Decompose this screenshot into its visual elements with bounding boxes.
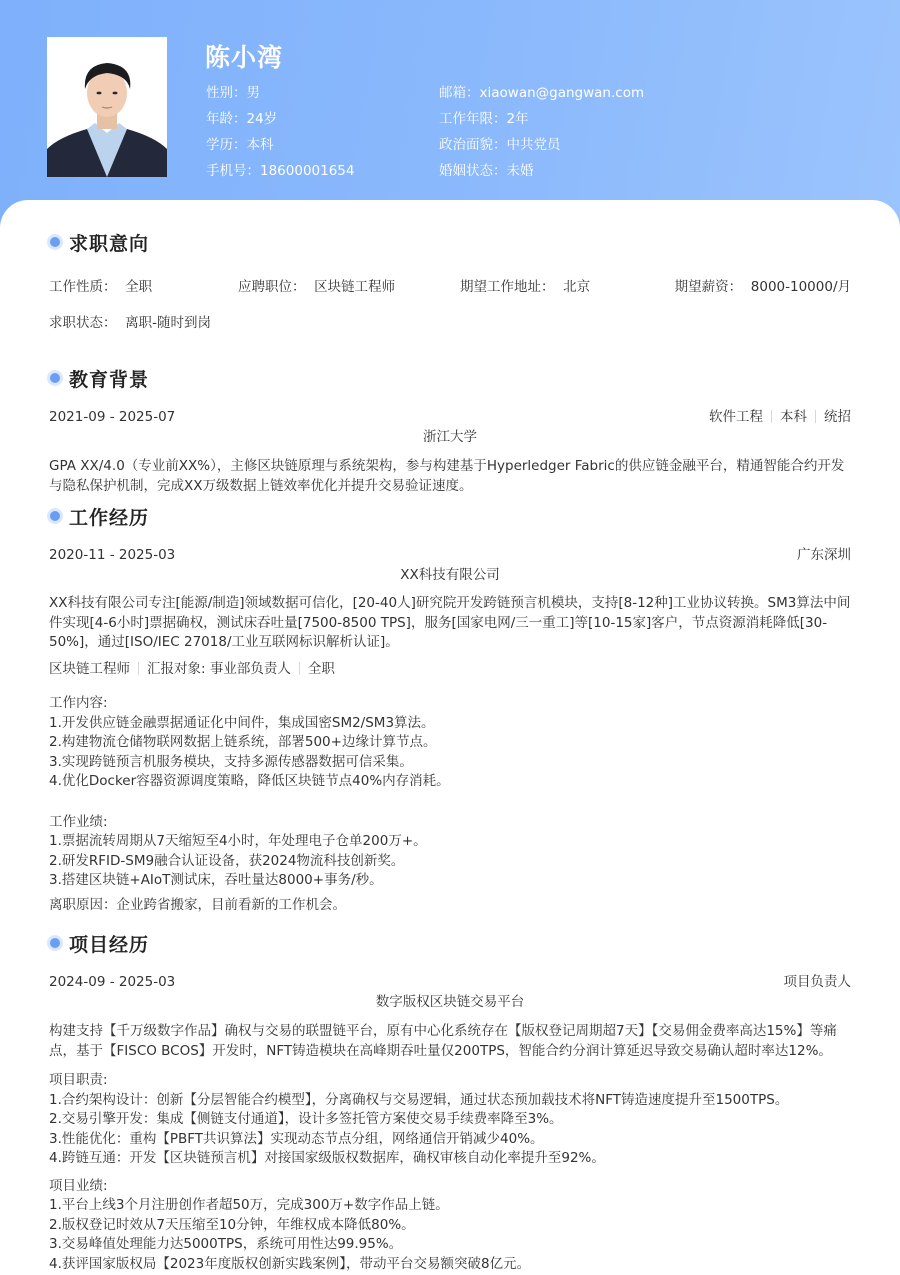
work-achievement-item: 3.搭建区块链+AIoT测试床，吞吐量达8000+事务/秒。 bbox=[49, 872, 383, 888]
intent-value: 8000-10000/月 bbox=[750, 279, 851, 295]
info-label: 性别 ： bbox=[206, 85, 247, 101]
leave-reason: 离职原因：企业跨省搬家，目前看新的工作机会。 bbox=[49, 896, 346, 913]
info-education bbox=[206, 134, 354, 160]
basic-info-left bbox=[206, 82, 354, 186]
work-title: 区块链工程师 bbox=[49, 660, 130, 677]
info-phone bbox=[206, 160, 354, 186]
dot-bullet-icon bbox=[50, 373, 60, 383]
education-tags bbox=[709, 407, 851, 427]
project-duty-item: 4.跨链互通：开发【区块链预言机】对接国家级版权数据库，确权审核自动化率提升至92%。 bbox=[49, 1150, 605, 1166]
intent-location bbox=[460, 275, 590, 295]
info-work-years bbox=[439, 108, 644, 134]
work-report-to: 汇报对象: 事业部负责人 bbox=[147, 660, 291, 677]
project-achievement-item: 3.交易峰值处理能力达5000TPS，系统可用性达99.95%。 bbox=[49, 1236, 403, 1252]
basic-info-right bbox=[439, 82, 644, 186]
section-work bbox=[49, 503, 851, 915]
section-education bbox=[49, 365, 851, 496]
intent-label: 期望工作地址 ： bbox=[460, 279, 563, 295]
info-value: xiaowan@gangwan.com bbox=[479, 85, 645, 101]
education-degree: 本科 bbox=[780, 409, 807, 425]
work-content-item: 2.构建物流仓储物联网数据上链系统，部署500+边缘计算节点。 bbox=[49, 734, 437, 750]
intent-position bbox=[238, 275, 395, 295]
work-period: 2020-11 - 2025-03 bbox=[49, 547, 176, 563]
section-title: 项目经历 bbox=[69, 933, 150, 956]
section-heading bbox=[49, 503, 851, 529]
info-value: 本科 bbox=[246, 137, 274, 153]
work-achievement-item: 1.票据流转周期从7天缩短至4小时，年处理电子仓单200万+。 bbox=[49, 833, 427, 849]
candidate-name: 陈小湾 bbox=[205, 43, 284, 72]
education-major: 软件工程 bbox=[709, 409, 763, 425]
work-content-item: 1.开发供应链金融票据通证化中间件，集成国密SM2/SM3算法。 bbox=[49, 714, 435, 731]
intent-value: 全职 bbox=[125, 279, 153, 295]
work-content-title: 工作内容: bbox=[49, 695, 108, 711]
person-photo-icon bbox=[47, 37, 167, 177]
section-job-intent bbox=[49, 229, 851, 355]
work-content-block bbox=[49, 694, 851, 792]
profile-photo bbox=[47, 37, 167, 177]
education-header-row bbox=[49, 407, 851, 447]
project-duty-item: 3.性能优化：重构【PBFT共识算法】实现动态节点分组，网络通信开销减少40%。 bbox=[49, 1130, 544, 1147]
info-label: 政治面貌 ： bbox=[439, 137, 507, 153]
project-achievements-title: 项目业绩: bbox=[49, 1177, 108, 1194]
project-duty-item: 1.合约架构设计：创新【分层智能合约模型】，分离确权与交易逻辑，通过状态预加载技术将NFT铸造速度提升至1500TPS。 bbox=[49, 1091, 789, 1108]
project-achievement-item: 2.版权登记时效从7天压缩至10分钟，年维权成本降低80%。 bbox=[49, 1216, 415, 1233]
info-gender bbox=[206, 82, 354, 108]
info-email bbox=[439, 82, 644, 108]
dot-bullet-icon bbox=[50, 237, 60, 247]
intent-label: 工作性质 ： bbox=[49, 279, 125, 295]
project-period: 2024-09 - 2025-03 bbox=[49, 974, 176, 990]
work-tags bbox=[49, 660, 851, 680]
divider bbox=[299, 662, 300, 675]
info-label: 学历 ： bbox=[206, 137, 247, 153]
intent-value: 北京 bbox=[563, 279, 591, 295]
info-label: 邮箱 ： bbox=[439, 85, 480, 101]
info-label: 工作年限 ： bbox=[439, 111, 507, 127]
work-achievements-block bbox=[49, 813, 851, 891]
info-political-status bbox=[439, 134, 644, 160]
project-duties-title: 项目职责: bbox=[49, 1072, 108, 1088]
info-value: 2年 bbox=[506, 111, 529, 127]
dot-bullet-icon bbox=[50, 938, 60, 948]
education-description: GPA XX/4.0（专业前XX%），主修区块链原理与系统架构，参与构建基于Hyperledger Fabric的供应链金融平台，精通智能合约开发与隐私保护机制，完成XX万级数据上链效率优化并提升交易验证速度。 bbox=[49, 458, 845, 494]
info-value: 24岁 bbox=[246, 111, 278, 127]
project-achievements-block bbox=[49, 1177, 851, 1275]
work-content-item: 4.优化Docker容器资源调度策略，降低区块链节点40%内存消耗。 bbox=[49, 773, 450, 789]
info-value: 未婚 bbox=[506, 163, 534, 179]
project-header-row bbox=[49, 972, 851, 1012]
intent-value: 区块链工程师 bbox=[314, 279, 396, 295]
section-heading bbox=[49, 930, 851, 956]
dot-bullet-icon bbox=[50, 511, 60, 521]
education-school: 浙江大学 bbox=[423, 429, 477, 445]
divider bbox=[815, 410, 816, 423]
intent-label: 期望薪资 ： bbox=[675, 279, 751, 295]
section-heading bbox=[49, 365, 851, 391]
project-achievement-item: 4.获评国家版权局【2023年度版权创新实践案例】，带动平台交易额突破8亿元。 bbox=[49, 1255, 531, 1272]
divider bbox=[138, 662, 139, 675]
work-type: 全职 bbox=[307, 660, 335, 677]
info-label: 手机号 ： bbox=[206, 163, 260, 179]
info-label: 婚姻状态 ： bbox=[439, 163, 507, 179]
intent-status bbox=[49, 311, 211, 331]
project-duty-item: 2.交易引擎开发：集成【侧链支付通道】，设计多签托管方案使交易手续费率降至3%。 bbox=[49, 1111, 563, 1127]
intent-label: 求职状态 ： bbox=[49, 315, 125, 331]
work-achievement-item: 2.研发RFID-SM9融合认证设备，获2024物流科技创新奖。 bbox=[49, 852, 405, 869]
education-enrollment: 统招 bbox=[824, 409, 851, 425]
intent-label: 应聘职位 ： bbox=[238, 279, 314, 295]
section-title: 教育背景 bbox=[69, 368, 150, 391]
divider bbox=[771, 410, 772, 423]
work-achievements-title: 工作业绩: bbox=[49, 813, 108, 830]
info-value: 男 bbox=[246, 85, 260, 101]
project-role: 项目负责人 bbox=[783, 974, 851, 990]
info-value: 中共党员 bbox=[506, 137, 561, 153]
intent-salary bbox=[675, 275, 851, 295]
project-description: 构建支持【千万级数字作品】确权与交易的联盟链平台，原有中心化系统存在【版权登记周期超7天】【交易佣金费率高达15%】等痛点，基于【FISCO BCOS】开发时，NFT铸造模块在高峰期吞吐量仅200TPS，智能合约分润计算延迟导致交易确认超时率达12%。 bbox=[49, 1023, 837, 1059]
intent-value: 离职-随时到岗 bbox=[125, 315, 211, 331]
info-age bbox=[206, 108, 354, 134]
info-label: 年龄 ： bbox=[206, 111, 247, 127]
work-content-item: 3.实现跨链预言机服务模块，支持多源传感器数据可信采集。 bbox=[49, 753, 413, 770]
info-value: 18600001654 bbox=[260, 163, 355, 179]
project-name: 数字版权区块链交易平台 bbox=[375, 994, 525, 1010]
section-title: 求职意向 bbox=[69, 232, 150, 255]
info-marital-status bbox=[439, 160, 644, 186]
section-title: 工作经历 bbox=[69, 506, 150, 529]
company-description: XX科技有限公司专注[能源/制造]领域数据可信化，[20-40人]研究院开发跨链预言机模块，支持[8-12种]工业协议转换。SM3算法中间件实现[4-6小时]票据确权，测试床吞吐量[7500-8500 TPS]，服务[国家电网/三一重工]等[10-15家]客户，节点资源消耗降低[30-50%]，通过[ISO/IEC 27018/工业互联网标识解析认证]。 bbox=[49, 595, 851, 650]
project-duties-block bbox=[49, 1071, 851, 1169]
work-company: XX科技有限公司 bbox=[400, 567, 500, 583]
education-period: 2021-09 - 2025-07 bbox=[49, 409, 176, 425]
section-heading bbox=[49, 229, 851, 255]
intent-job-type bbox=[49, 275, 152, 295]
work-location: 广东深圳 bbox=[797, 547, 851, 563]
intent-grid bbox=[49, 275, 851, 355]
section-project bbox=[49, 930, 851, 1274]
work-header-row bbox=[49, 545, 851, 585]
project-achievement-item: 1.平台上线3个月注册创作者超50万，完成300万+数字作品上链。 bbox=[49, 1197, 449, 1213]
